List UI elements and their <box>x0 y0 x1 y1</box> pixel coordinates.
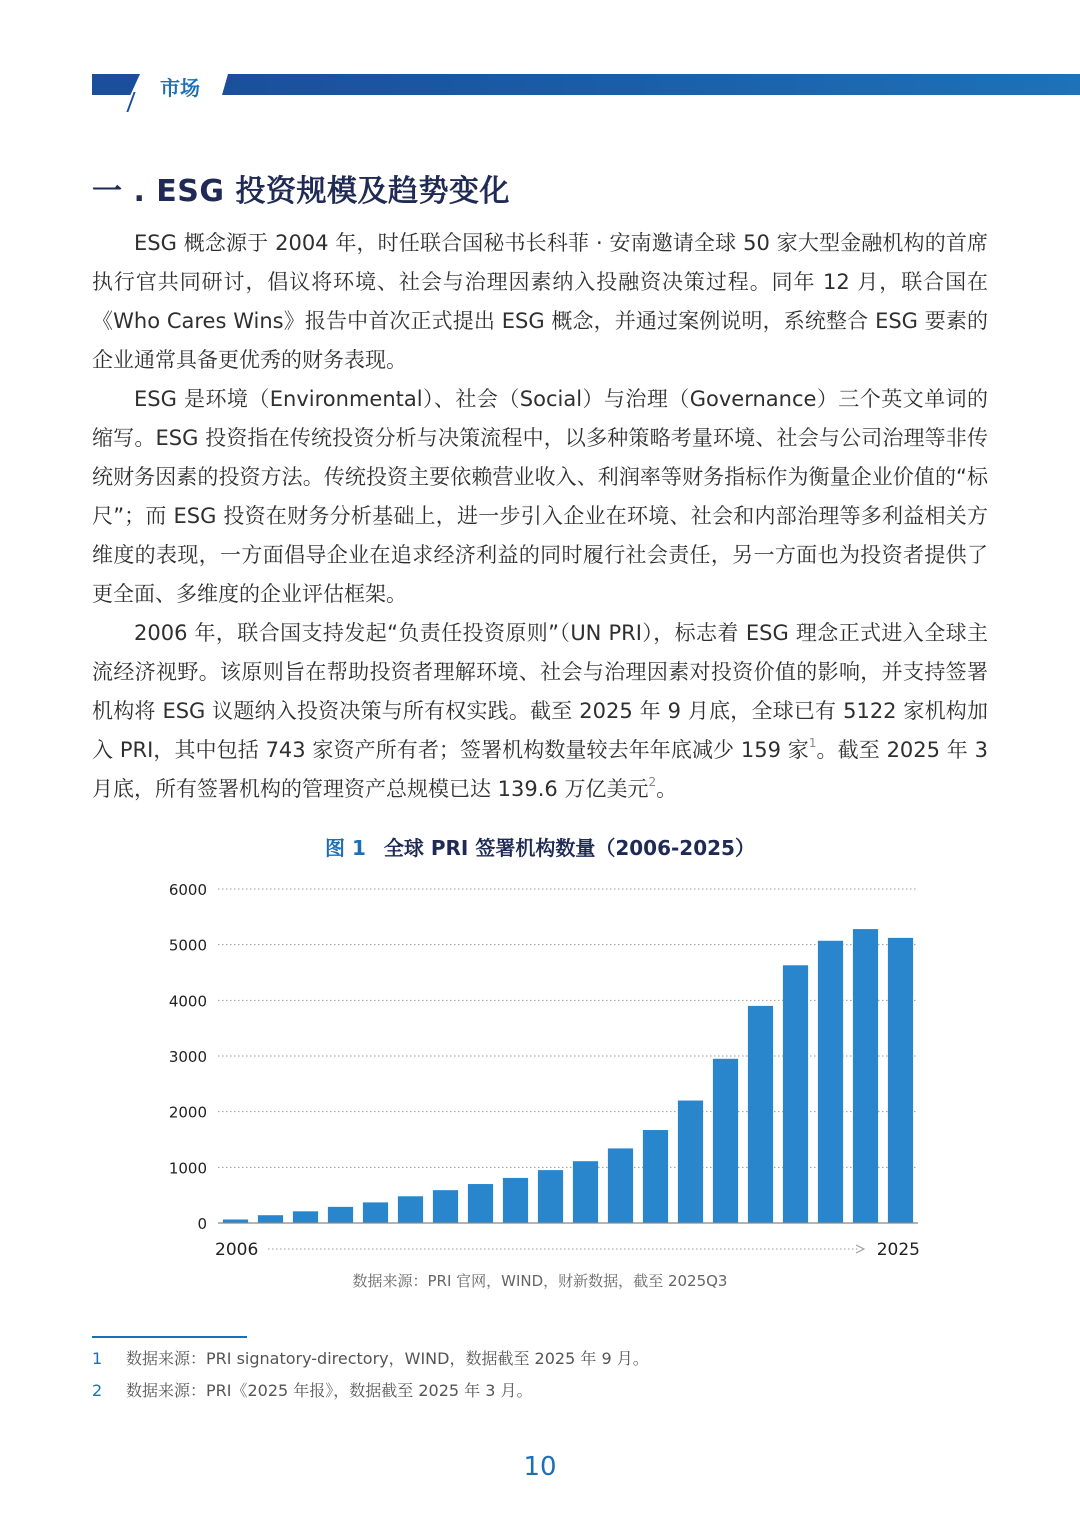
bar-2022 <box>783 965 808 1223</box>
y-tick-label: 3000 <box>168 1048 207 1066</box>
footnote-rule <box>92 1336 247 1338</box>
footnote-1-number: 1 <box>92 1349 103 1368</box>
bar-2008 <box>293 1211 318 1223</box>
x-tick-label-end: 2025 <box>876 1240 920 1260</box>
bar-2023 <box>818 941 843 1223</box>
bar-2020 <box>713 1059 738 1223</box>
footnote-1-text: 数据来源：PRI signatory-directory，WIND，数据截至 2025 年 9 月。 <box>126 1349 649 1368</box>
bar-2014 <box>503 1178 528 1223</box>
bar-2025 <box>888 938 913 1223</box>
bar-2015 <box>538 1170 563 1223</box>
chart-gridlines <box>218 889 918 1167</box>
figure-title: 全球 PRI 签署机构数量（2006-2025） <box>383 836 755 860</box>
x-axis <box>215 1223 920 1260</box>
paragraph-3-part-c: 。 <box>656 777 678 801</box>
section-heading: 一 . ESG 投资规模及趋势变化 <box>92 174 510 209</box>
chart-bars <box>223 929 913 1223</box>
bar-2009 <box>328 1207 353 1223</box>
bar-2024 <box>853 929 878 1223</box>
footnote-2 <box>92 1378 533 1401</box>
bar-2017 <box>608 1148 633 1223</box>
footnote-2-text: 数据来源：PRI《2025 年报》，数据截至 2025 年 3 月。 <box>126 1381 533 1400</box>
header-divider <box>126 92 135 112</box>
footnote-ref-1[interactable]: 1 <box>808 736 817 750</box>
bar-2021 <box>748 1006 773 1223</box>
x-tick-label-start: 2006 <box>215 1240 259 1260</box>
y-tick-label: 0 <box>197 1215 207 1233</box>
bar-chart <box>160 870 930 1265</box>
paragraph-3 <box>92 614 988 809</box>
bar-2012 <box>433 1190 458 1223</box>
figure-source: 数据来源：PRI 官网，WIND，财新数据，截至 2025Q3 <box>352 1272 728 1290</box>
paragraph-3-part-a: 2006 年，联合国支持发起“负责任投资原则”（UN PRI），标志着 ESG 理念正式进入全球主流经济视野。该原则旨在帮助投资者理解环境、社会与治理因素对投资价值的影响，并支持签署机构将 ESG 议题纳入投资决策与所有权实践。截至 2025 年 9 月底，全球已有 5122 家机构加入 PRI，其中包括 743 家资产所有者；签署机构数量较去年年底减少 159 家 <box>92 621 988 762</box>
footnote-ref-2[interactable]: 2 <box>648 775 657 789</box>
bar-2011 <box>398 1196 423 1223</box>
paragraph-3-part-b: 。截至 2025 年 3 月底，所有签署机构的管理资产总规模已达 139.6 万亿美元 <box>92 738 988 801</box>
y-tick-label: 6000 <box>168 881 207 899</box>
body-text <box>92 224 988 809</box>
y-tick-label: 4000 <box>168 992 207 1011</box>
y-tick-label: 2000 <box>168 1103 207 1122</box>
bar-2018 <box>643 1130 668 1223</box>
header-bar-right <box>222 74 1080 95</box>
figure-number: 图 1 <box>325 836 366 860</box>
y-tick-label: 5000 <box>168 936 207 955</box>
bar-2016 <box>573 1161 598 1223</box>
figure-caption <box>0 832 1080 861</box>
bar-2010 <box>363 1202 388 1223</box>
paragraph-2: ESG 是环境（Environmental）、社会（Social）与治理（Governance）三个英文单词的缩写。ESG 投资指在传统投资分析与决策流程中，以多种策略考量环境、社会与公司治理等非传统财务因素的投资方法。传统投资主要依赖营业收入、利润率等财务指标作为衡量企业价值的“标尺”；而 ESG 投资在财务分析基础上，进一步引入企业在环境、社会和内部治理等多利益相关方维度的表现，一方面倡导企业在追求经济利益的同时履行社会责任，另一方面也为投资者提供了更全面、多维度的企业评估框架。 <box>92 387 988 606</box>
bar-2013 <box>468 1184 493 1223</box>
footnote-2-number: 2 <box>92 1381 103 1400</box>
y-tick-label: 1000 <box>168 1159 207 1178</box>
page-number: 10 <box>523 1452 557 1482</box>
footnote-1 <box>92 1346 649 1369</box>
y-axis-ticks <box>169 881 207 1233</box>
bar-2019 <box>678 1101 703 1223</box>
section-label: 市场 <box>160 76 200 100</box>
bar-2007 <box>258 1215 283 1223</box>
paragraph-1: ESG 概念源于 2004 年，时任联合国秘书长科菲 · 安南邀请全球 50 家大型金融机构的首席执行官共同研讨，倡议将环境、社会与治理因素纳入投融资决策过程。同年 12 月，联合国在《Who Cares Wins》报告中首次正式提出 ESG 概念，并通过案例说明，系统整合 ESG 要素的企业通常具备更优秀的财务表现。 <box>92 231 988 372</box>
